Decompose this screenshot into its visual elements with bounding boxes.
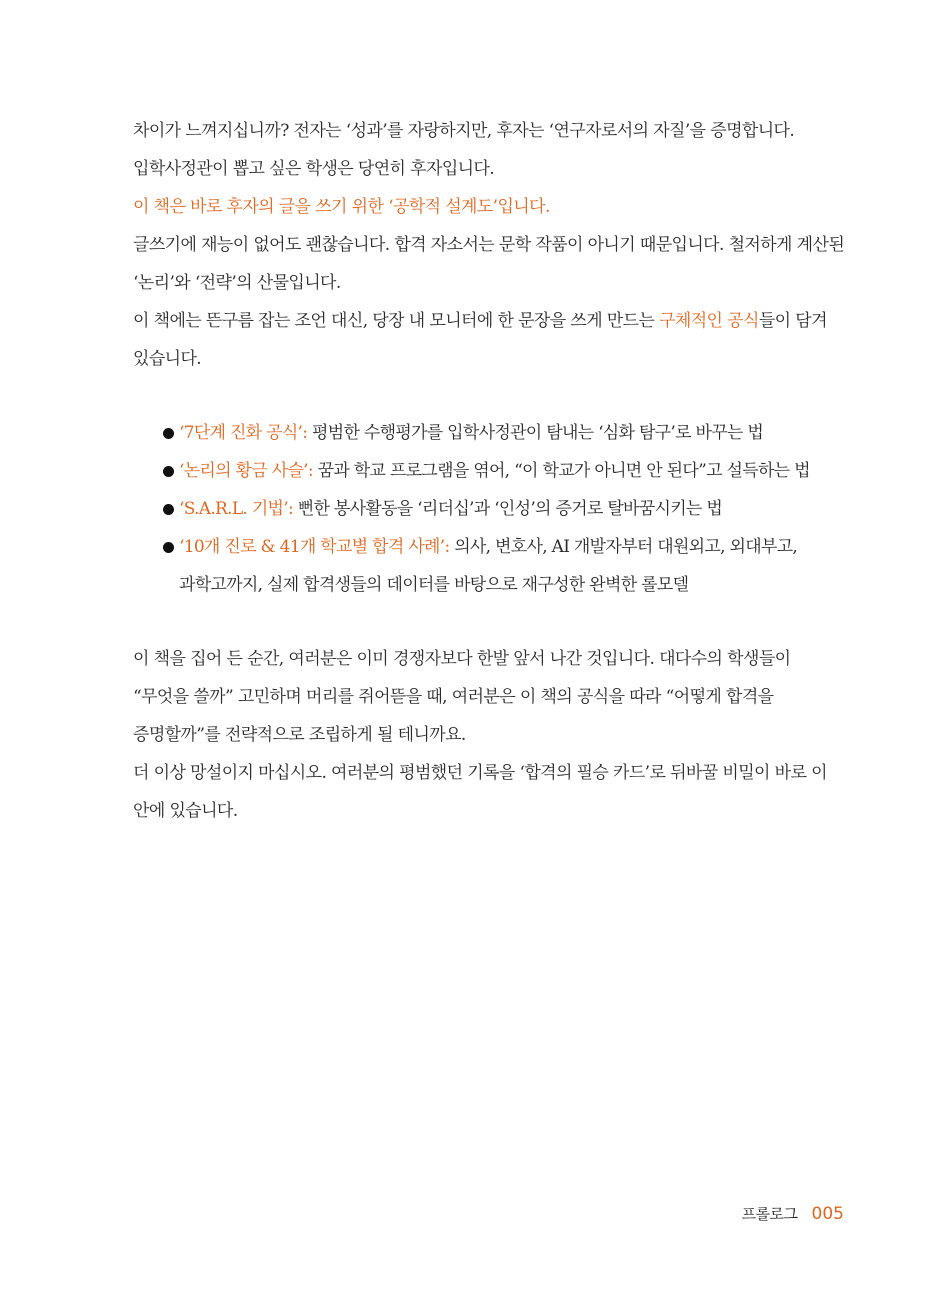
paragraph-talent: 글쓰기에 재능이 없어도 괜찮습니다. 합격 자소서는 문학 작품이 아니기 때문입니다. 철저하게 계산된 ‘논리’와 ‘전략’의 산물입니다. [133, 235, 845, 293]
list-item [163, 452, 845, 490]
paragraph-formulas-highlight: 구체적인 공식 [659, 311, 759, 331]
paragraph-closing: 더 이상 망설이지 마십시오. 여러분의 평범했던 기록을 ‘합격의 필승 카드’로 뒤바꿀 비밀이 바로 이 안에 있습니다. [133, 763, 827, 821]
page-number: 005 [811, 1204, 844, 1224]
highlight-sentence: 이 책은 바로 후자의 글을 쓰기 위한 ‘공학적 설계도’입니다. [133, 197, 550, 217]
list-item-text: 평범한 수행평가를 입학사정관이 탐내는 ‘심화 탐구’로 바꾸는 법 [307, 423, 764, 443]
list-item-text: 꿈과 학교 프로그램을 엮어, “이 학교가 아니면 안 된다”고 설득하는 법 [312, 461, 810, 481]
list-item-title: ‘10개 진로 & 41개 학교별 합격 사례’: [179, 537, 450, 557]
list-item-text: 뻔한 봉사활동을 ‘리더십’과 ‘인성’의 증거로 탈바꿈시키는 법 [293, 499, 723, 519]
paragraph-intro: 차이가 느껴지십니까? 전자는 ‘성과’를 자랑하지만, 후자는 ‘연구자로서의 자질’을 증명합니다. 입학사정관이 뽑고 싶은 학생은 당연히 후자입니다. [133, 121, 795, 179]
paragraph-formulas-after: 들이 담겨 있습니다. [133, 311, 827, 369]
list-item [163, 414, 845, 452]
paragraph-formulas-before: 이 책에는 뜬구름 잡는 조언 대신, 당장 내 모니터에 한 문장을 쓰게 만드는 [133, 311, 660, 331]
page-body [133, 112, 845, 830]
list-item-title: ‘S.A.R.L. 기법’: [179, 499, 294, 519]
paragraph-advantage: 이 책을 집어 든 순간, 여러분은 이미 경쟁자보다 한발 앞서 나간 것입니다. 대다수의 학생들이 “무엇을 쓸까” 고민하며 머리를 쥐어뜯을 때, 여러분은 이 책의 공식을 따라 “어떻게 합격을 증명할까”를 전략적으로 조립하게 될 테니까요. [133, 649, 791, 745]
list-item [163, 490, 845, 528]
section-label: 프롤로그 [741, 1205, 798, 1223]
feature-list [133, 414, 845, 604]
list-item [163, 528, 845, 604]
list-item-title: ‘논리의 황금 사슬’: [179, 461, 313, 481]
list-item-title: ‘7단계 진화 공식’: [179, 423, 308, 443]
list-item-text: 의사, 변호사, AI 개발자부터 대원외고, 외대부고, 과학고까지, 실제 합격생들의 데이터를 바탕으로 재구성한 완벽한 롤모델 [179, 537, 798, 595]
paragraph-formulas [133, 302, 845, 378]
page-footer [742, 1203, 844, 1224]
